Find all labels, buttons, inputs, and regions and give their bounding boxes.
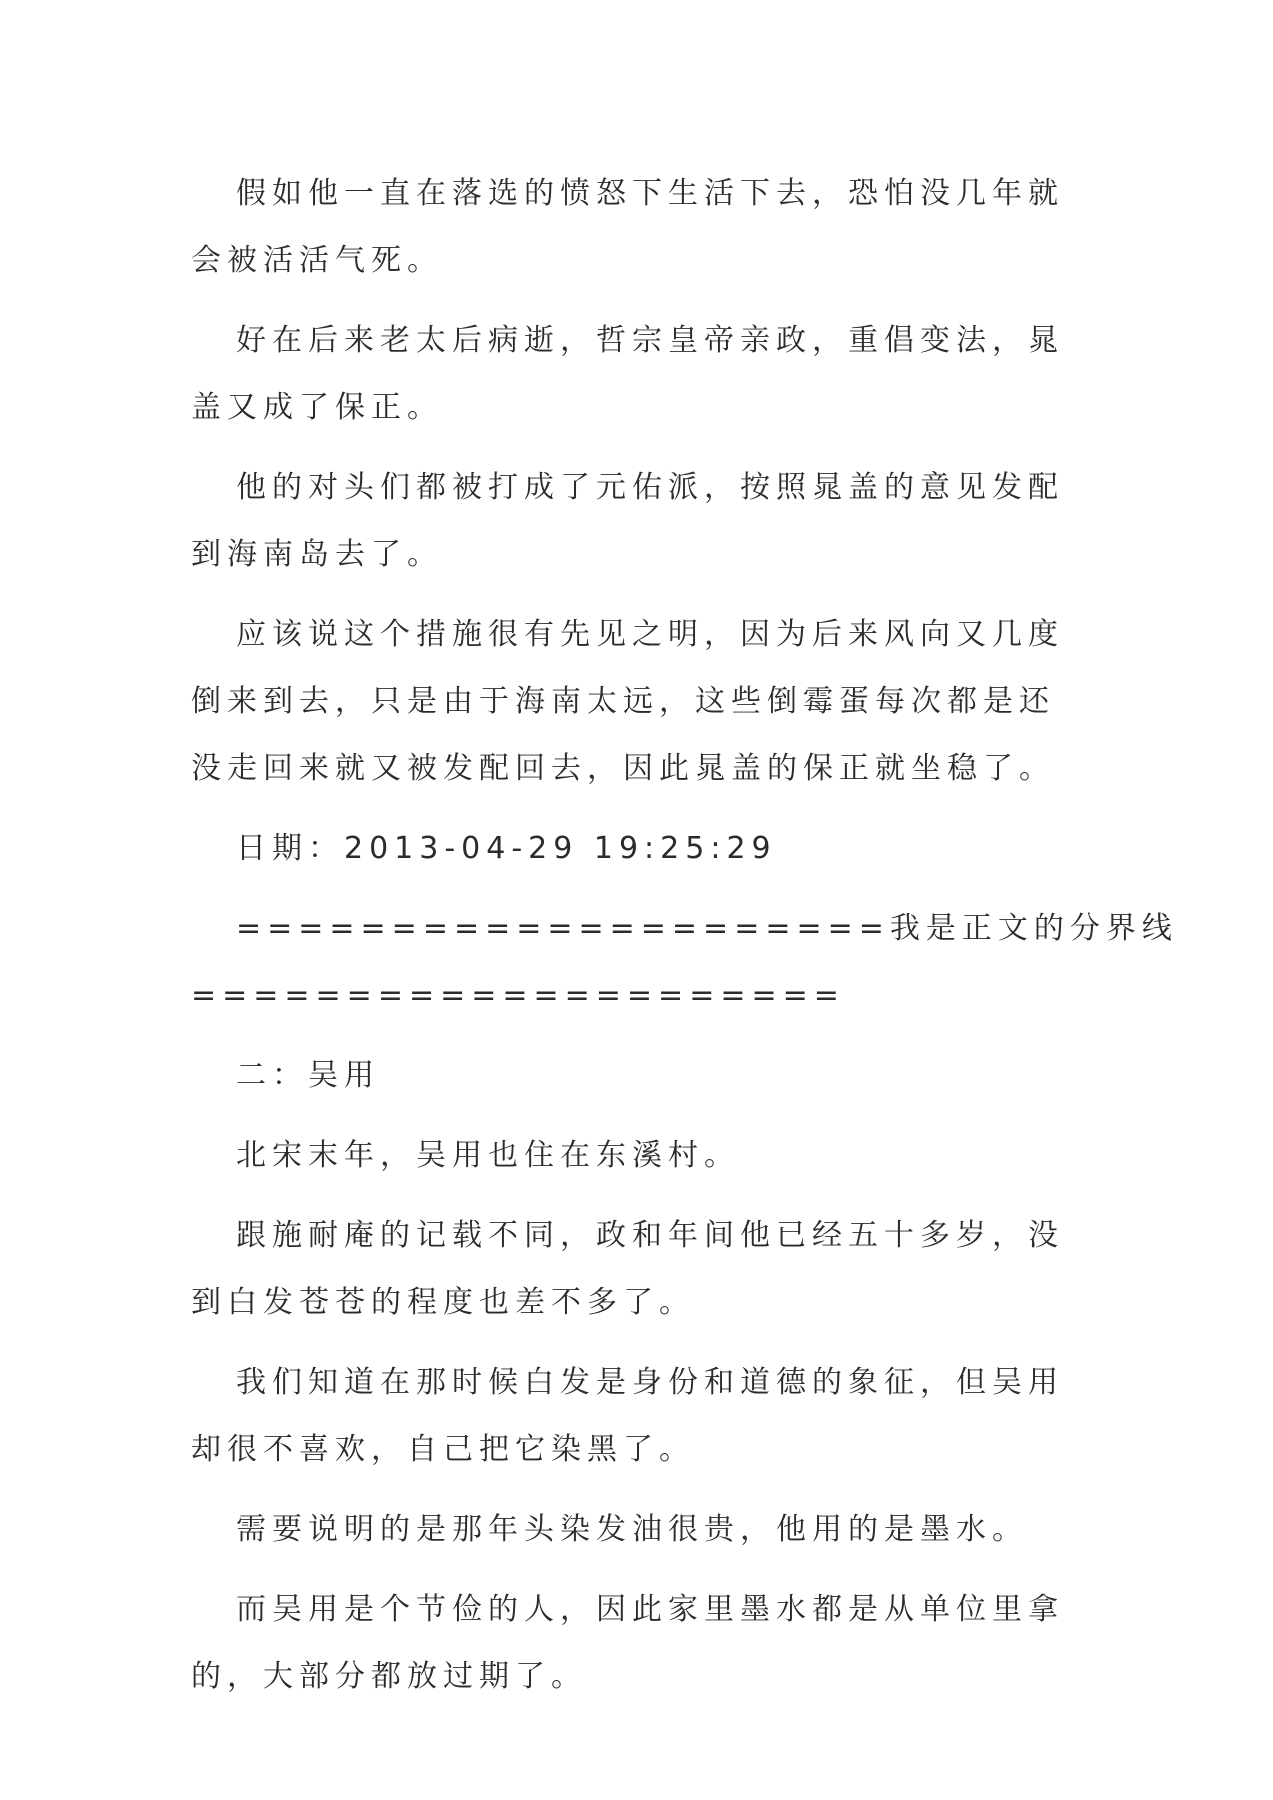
date-line: 日期：2013-04-29 19:25:29 (236, 831, 777, 866)
paragraph: 应该说这个措施很有先见之明，因为后来风向又几度倒来到去，只是由于海南太远，这些倒霉蛋每次都是还没走回来就又被发配回去，因此晁盖的保正就坐稳了。 (191, 617, 1064, 786)
paragraph: 假如他一直在落选的愤怒下生活下去，恐怕没几年就会被活活气死。 (191, 176, 1064, 278)
paragraph: 北宋末年，吴用也住在东溪村。 (236, 1138, 740, 1173)
paragraph: 需要说明的是那年头染发油很贵，他用的是墨水。 (236, 1512, 1028, 1547)
paragraph: 而吴用是个节俭的人，因此家里墨水都是从单位里拿的，大部分都放过期了。 (191, 1592, 1064, 1694)
paragraph: 好在后来老太后病逝，哲宗皇帝亲政，重倡变法，晁盖又成了保正。 (191, 323, 1064, 425)
separator-line-2: ===================== (191, 978, 845, 1013)
separator-line-1: =====================我是正文的分界线 (236, 911, 1178, 946)
document-body (191, 160, 1178, 1723)
paragraph: 跟施耐庵的记载不同，政和年间他已经五十多岁，没到白发苍苍的程度也差不多了。 (191, 1218, 1064, 1320)
section-heading: 二：吴用 (236, 1058, 380, 1093)
paragraph: 我们知道在那时候白发是身份和道德的象征，但吴用却很不喜欢，自己把它染黑了。 (191, 1365, 1064, 1467)
paragraph: 他的对头们都被打成了元佑派，按照晁盖的意见发配到海南岛去了。 (191, 470, 1064, 572)
